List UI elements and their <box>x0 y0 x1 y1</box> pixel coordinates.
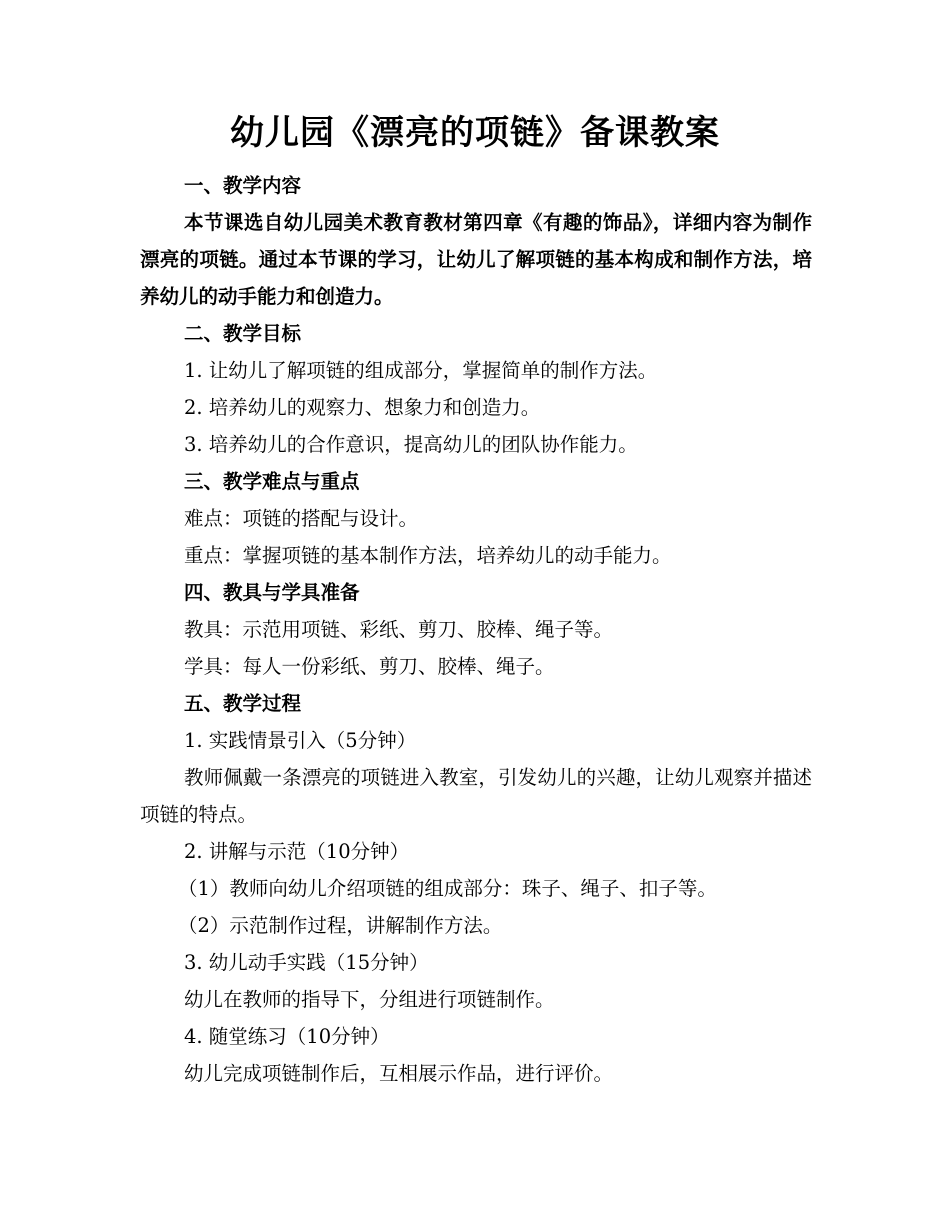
process-step-1-text: 教师佩戴一条漂亮的项链进入教室，引发幼儿的兴趣，让幼儿观察并描述项链的特点。 <box>140 766 812 826</box>
section-heading-materials: 四、教具与学具准备 <box>184 581 360 604</box>
section-heading-objectives: 二、教学目标 <box>184 322 302 345</box>
section-heading-process: 五、教学过程 <box>184 692 302 715</box>
process-step-3-text: 幼儿在教师的指导下，分组进行项链制作。 <box>184 988 555 1011</box>
process-step-2-sub-2: （2）示范制作过程，讲解制作方法。 <box>178 914 503 937</box>
teaching-aids-text: 教具：示范用项链、彩纸、剪刀、胶棒、绳子等。 <box>184 618 614 641</box>
content-paragraph: 本节课选自幼儿园美术教育教材第四章《有趣的饰品》，详细内容为制作漂亮的项链。通过本节课的学习，让幼儿了解项链的基本构成和制作方法，培养幼儿的动手能力和创造力。 <box>140 211 812 308</box>
learning-aids-text: 学具：每人一份彩纸、剪刀、胶棒、绳子。 <box>184 655 555 678</box>
difficulty-text: 难点：项链的搭配与设计。 <box>184 507 419 530</box>
process-step-3-title: 3. 幼儿动手实践（15分钟） <box>184 951 429 974</box>
document-title: 幼儿园《漂亮的项链》备课教案 <box>230 113 720 153</box>
key-point-text: 重点：掌握项链的基本制作方法，培养幼儿的动手能力。 <box>184 544 672 567</box>
document-body <box>140 167 812 1092</box>
process-step-4-text: 幼儿完成项链制作后，互相展示作品，进行评价。 <box>184 1062 614 1085</box>
section-heading-content: 一、教学内容 <box>184 174 302 197</box>
objective-item-3: 3. 培养幼儿的合作意识，提高幼儿的团队协作能力。 <box>184 433 638 456</box>
process-step-1-title: 1. 实践情景引入（5分钟） <box>184 729 417 752</box>
objective-item-2: 2. 培养幼儿的观察力、想象力和创造力。 <box>184 396 541 419</box>
process-step-2-title: 2. 讲解与示范（10分钟） <box>184 840 410 863</box>
process-step-4-title: 4. 随堂练习（10分钟） <box>184 1025 390 1048</box>
process-step-2-sub-1: （1）教师向幼儿介绍项链的组成部分：珠子、绳子、扣子等。 <box>178 877 717 900</box>
section-heading-difficulties: 三、教学难点与重点 <box>184 470 360 493</box>
objective-item-1: 1. 让幼儿了解项链的组成部分，掌握简单的制作方法。 <box>184 359 658 382</box>
